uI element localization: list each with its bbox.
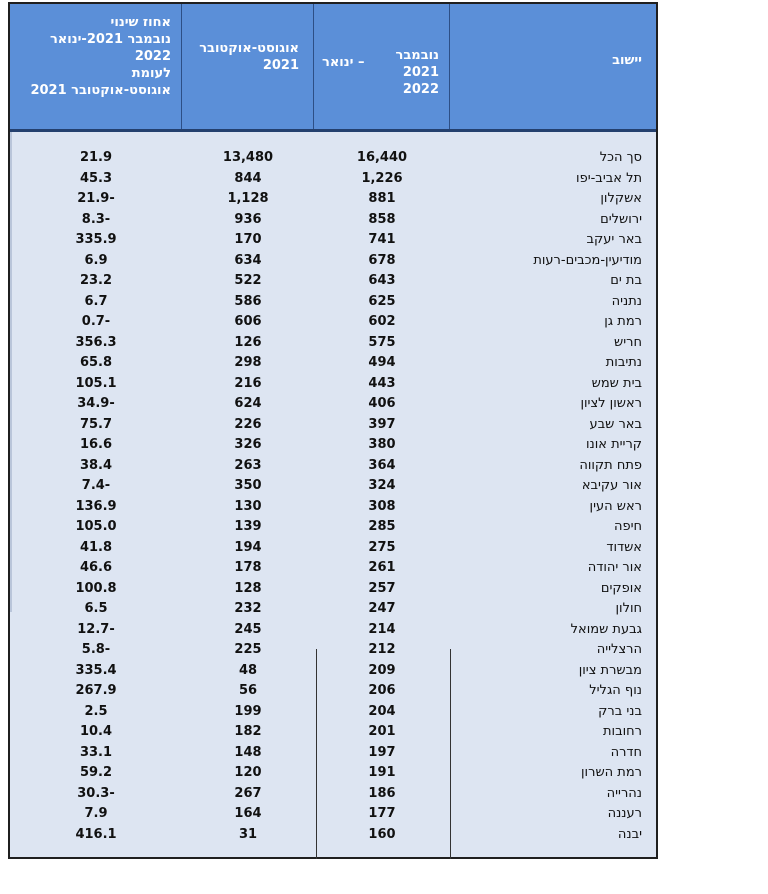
cell-pct-change: 136.9 bbox=[75, 498, 117, 514]
cell-pct-change: 7.9 bbox=[84, 806, 108, 821]
cell-city: סך הכל bbox=[599, 150, 642, 165]
header-nov-jan-main: נובמבר 2021 2022 bbox=[395, 48, 439, 97]
cell-pct-change: 8.3- bbox=[81, 211, 111, 227]
cell-pct-change: 0.7- bbox=[81, 314, 111, 329]
cell-city: רעננה bbox=[607, 806, 642, 821]
table-row bbox=[10, 517, 656, 538]
table-row bbox=[10, 230, 656, 251]
cell-aug-oct: 126 bbox=[234, 334, 262, 350]
cell-pct-change: 30.3- bbox=[77, 785, 115, 801]
cell-city: אור עקיבא bbox=[581, 478, 642, 493]
cell-nov-jan: 858 bbox=[368, 211, 396, 227]
cell-pct-change: 46.6 bbox=[79, 560, 113, 575]
cell-aug-oct: 350 bbox=[234, 478, 262, 493]
cell-aug-oct: 245 bbox=[234, 621, 262, 637]
cell-nov-jan: 206 bbox=[368, 683, 396, 698]
column-divider-aug bbox=[316, 649, 317, 859]
cell-city: בת ים bbox=[610, 273, 642, 288]
cell-nov-jan: 494 bbox=[368, 355, 396, 370]
cell-pct-change: 6.9 bbox=[84, 252, 108, 268]
cell-nov-jan: 204 bbox=[368, 703, 396, 719]
table-row bbox=[10, 415, 656, 436]
cell-aug-oct: 225 bbox=[234, 642, 262, 657]
table-row bbox=[10, 210, 656, 231]
table-row bbox=[10, 558, 656, 579]
table-row bbox=[10, 189, 656, 210]
cell-city: באר יעקב bbox=[586, 232, 642, 247]
table-row bbox=[10, 804, 656, 825]
table-row bbox=[10, 579, 656, 600]
cell-city: חדרה bbox=[610, 744, 642, 760]
cell-nov-jan: 380 bbox=[368, 437, 396, 452]
cell-city: מודיעין-מכבים-רעות bbox=[533, 252, 642, 268]
cell-city: נתיבות bbox=[605, 355, 642, 370]
cell-city: רחובות bbox=[603, 724, 642, 739]
cell-nov-jan: 160 bbox=[368, 826, 396, 842]
cell-aug-oct: 128 bbox=[234, 580, 262, 596]
cell-pct-change: 6.5 bbox=[84, 601, 108, 616]
cell-aug-oct: 164 bbox=[234, 806, 262, 821]
cell-aug-oct: 1,128 bbox=[227, 191, 269, 206]
table-row bbox=[10, 292, 656, 313]
cell-nov-jan: 397 bbox=[368, 416, 396, 432]
column-divider-nov bbox=[450, 649, 451, 859]
cell-pct-change: 33.1 bbox=[79, 744, 113, 760]
cell-pct-change: 10.4 bbox=[79, 724, 113, 739]
cell-city: רמת השרון bbox=[581, 765, 642, 780]
cell-city: חריש bbox=[614, 334, 642, 350]
cell-aug-oct: 170 bbox=[234, 232, 262, 247]
table-row bbox=[10, 251, 656, 272]
cell-pct-change: 7.4- bbox=[81, 478, 111, 493]
cell-pct-change: 105.0 bbox=[75, 519, 117, 534]
table-row bbox=[10, 743, 656, 764]
cell-pct-change: 356.3 bbox=[75, 334, 117, 350]
cell-city: פתח תקווה bbox=[579, 457, 642, 473]
cell-pct-change: 416.1 bbox=[75, 826, 117, 842]
cell-nov-jan: 285 bbox=[368, 519, 396, 534]
cell-pct-change: 6.7 bbox=[84, 293, 108, 309]
cell-city: חולון bbox=[615, 601, 642, 616]
cell-city: נהרייה bbox=[606, 785, 642, 801]
cell-nov-jan: 643 bbox=[368, 273, 396, 288]
cell-aug-oct: 586 bbox=[234, 293, 262, 309]
cell-nov-jan: 247 bbox=[368, 601, 396, 616]
cell-aug-oct: 263 bbox=[234, 457, 262, 473]
cell-pct-change: 2.5 bbox=[84, 703, 108, 719]
table-row bbox=[10, 271, 656, 292]
cell-nov-jan: 201 bbox=[368, 724, 396, 739]
cell-city: קריית אונו bbox=[585, 437, 642, 452]
cell-nov-jan: 186 bbox=[368, 785, 396, 801]
cell-nov-jan: 261 bbox=[368, 560, 396, 575]
cell-pct-change: 45.3 bbox=[79, 170, 113, 186]
cell-nov-jan: 257 bbox=[368, 580, 396, 596]
cell-city: נתניה bbox=[611, 293, 642, 309]
cell-city: הרצלייה bbox=[596, 642, 642, 657]
table-row bbox=[10, 435, 656, 456]
header-nov-jan bbox=[314, 4, 450, 129]
cell-aug-oct: 31 bbox=[238, 826, 258, 842]
cell-city: רמת גן bbox=[604, 314, 642, 329]
cell-nov-jan: 575 bbox=[368, 334, 396, 350]
cell-pct-change: 105.1 bbox=[75, 375, 117, 391]
cell-nov-jan: 602 bbox=[368, 314, 396, 329]
cell-nov-jan: 881 bbox=[368, 191, 396, 206]
table-body bbox=[10, 148, 656, 845]
cell-city: בית שמש bbox=[591, 375, 642, 391]
cell-aug-oct: 267 bbox=[234, 785, 262, 801]
cell-nov-jan: 197 bbox=[368, 744, 396, 760]
cell-aug-oct: 844 bbox=[234, 170, 262, 186]
cell-nov-jan: 275 bbox=[368, 539, 396, 555]
cell-city: באר שבע bbox=[589, 416, 642, 432]
cell-aug-oct: 199 bbox=[234, 703, 262, 719]
cell-city: אשקלון bbox=[600, 191, 642, 206]
cell-aug-oct: 326 bbox=[234, 437, 262, 452]
cell-aug-oct: 13,480 bbox=[222, 150, 274, 165]
cell-aug-oct: 139 bbox=[234, 519, 262, 534]
cell-city: גבעת שמואל bbox=[570, 621, 642, 637]
cell-nov-jan: 443 bbox=[368, 375, 396, 391]
cell-nov-jan: 625 bbox=[368, 293, 396, 309]
cell-aug-oct: 148 bbox=[234, 744, 262, 760]
table-row bbox=[10, 374, 656, 395]
cell-aug-oct: 624 bbox=[234, 396, 262, 411]
cell-nov-jan: 324 bbox=[368, 478, 396, 493]
header-nov-jan-sub: ינואר – bbox=[322, 55, 365, 70]
cell-city: יבנה bbox=[617, 826, 642, 842]
cell-aug-oct: 182 bbox=[234, 724, 262, 739]
table-row bbox=[10, 825, 656, 846]
table-row bbox=[10, 763, 656, 784]
cell-aug-oct: 120 bbox=[234, 765, 262, 780]
cell-pct-change: 267.9 bbox=[75, 683, 117, 698]
table-row bbox=[10, 312, 656, 333]
table-row bbox=[10, 640, 656, 661]
cell-city: בני ברק bbox=[598, 703, 642, 719]
table-row bbox=[10, 333, 656, 354]
cell-pct-change: 12.7- bbox=[77, 621, 115, 637]
data-table bbox=[8, 2, 658, 859]
cell-pct-change: 59.2 bbox=[79, 765, 113, 780]
cell-nov-jan: 1,226 bbox=[361, 170, 403, 186]
table-row bbox=[10, 148, 656, 169]
header-city: יישוב bbox=[612, 53, 642, 68]
cell-city: נוף הגליל bbox=[589, 683, 642, 698]
table-row bbox=[10, 661, 656, 682]
header-pct-change: אחוז שינוי נובמבר 2021-ינואר 2022 לעומת אוגוסט-אוקטובר 2021 bbox=[10, 4, 182, 129]
cell-pct-change: 41.8 bbox=[79, 539, 113, 555]
table-row bbox=[10, 497, 656, 518]
table-row bbox=[10, 681, 656, 702]
cell-pct-change: 65.8 bbox=[79, 355, 113, 370]
table-row bbox=[10, 702, 656, 723]
header-aug-oct: אוגוסט-אוקטובר 2021 bbox=[182, 4, 314, 129]
table-row bbox=[10, 599, 656, 620]
cell-nov-jan: 16,440 bbox=[356, 150, 408, 165]
cell-aug-oct: 178 bbox=[234, 560, 262, 575]
cell-pct-change: 34.9- bbox=[77, 396, 115, 411]
cell-aug-oct: 634 bbox=[234, 252, 262, 268]
cell-aug-oct: 232 bbox=[234, 601, 262, 616]
cell-nov-jan: 308 bbox=[368, 498, 396, 514]
cell-aug-oct: 298 bbox=[234, 355, 262, 370]
cell-pct-change: 75.7 bbox=[79, 416, 113, 432]
cell-aug-oct: 130 bbox=[234, 498, 262, 514]
table-row bbox=[10, 620, 656, 641]
cell-pct-change: 38.4 bbox=[79, 457, 113, 473]
cell-city: מבשרת ציון bbox=[578, 662, 642, 678]
cell-city: אשדוד bbox=[606, 539, 642, 555]
cell-city: ראשון לציון bbox=[580, 396, 642, 411]
cell-pct-change: 100.8 bbox=[75, 580, 117, 596]
table-header-row bbox=[10, 4, 656, 132]
table-row bbox=[10, 394, 656, 415]
cell-nov-jan: 741 bbox=[368, 232, 396, 247]
cell-pct-change: 335.9 bbox=[75, 232, 117, 247]
table-row bbox=[10, 538, 656, 559]
cell-city: אור יהודה bbox=[587, 560, 642, 575]
cell-aug-oct: 48 bbox=[238, 662, 258, 678]
cell-nov-jan: 212 bbox=[368, 642, 396, 657]
table-row bbox=[10, 476, 656, 497]
cell-aug-oct: 56 bbox=[238, 683, 258, 698]
cell-pct-change: 21.9- bbox=[77, 191, 115, 206]
cell-city: תל אביב-יפו bbox=[576, 170, 642, 186]
cell-pct-change: 16.6 bbox=[79, 437, 113, 452]
table-row bbox=[10, 169, 656, 190]
cell-aug-oct: 606 bbox=[234, 314, 262, 329]
cell-pct-change: 5.8- bbox=[81, 642, 111, 657]
cell-nov-jan: 191 bbox=[368, 765, 396, 780]
cell-aug-oct: 936 bbox=[234, 211, 262, 227]
cell-pct-change: 21.9 bbox=[79, 150, 113, 165]
cell-nov-jan: 364 bbox=[368, 457, 396, 473]
cell-city: חיפה bbox=[613, 519, 642, 534]
table-row bbox=[10, 722, 656, 743]
cell-pct-change: 23.2 bbox=[79, 273, 113, 288]
table-row bbox=[10, 353, 656, 374]
cell-aug-oct: 194 bbox=[234, 539, 262, 555]
cell-aug-oct: 522 bbox=[234, 273, 262, 288]
cell-nov-jan: 214 bbox=[368, 621, 396, 637]
cell-city: אופקים bbox=[600, 580, 642, 596]
cell-nov-jan: 406 bbox=[368, 396, 396, 411]
cell-nov-jan: 177 bbox=[368, 806, 396, 821]
cell-aug-oct: 216 bbox=[234, 375, 262, 391]
table-row bbox=[10, 456, 656, 477]
table-row bbox=[10, 784, 656, 805]
cell-nov-jan: 209 bbox=[368, 662, 396, 678]
cell-city: ירושלים bbox=[600, 211, 642, 227]
cell-city: ראש העין bbox=[589, 498, 642, 514]
cell-nov-jan: 678 bbox=[368, 252, 396, 268]
cell-aug-oct: 226 bbox=[234, 416, 262, 432]
cell-pct-change: 335.4 bbox=[75, 662, 117, 678]
